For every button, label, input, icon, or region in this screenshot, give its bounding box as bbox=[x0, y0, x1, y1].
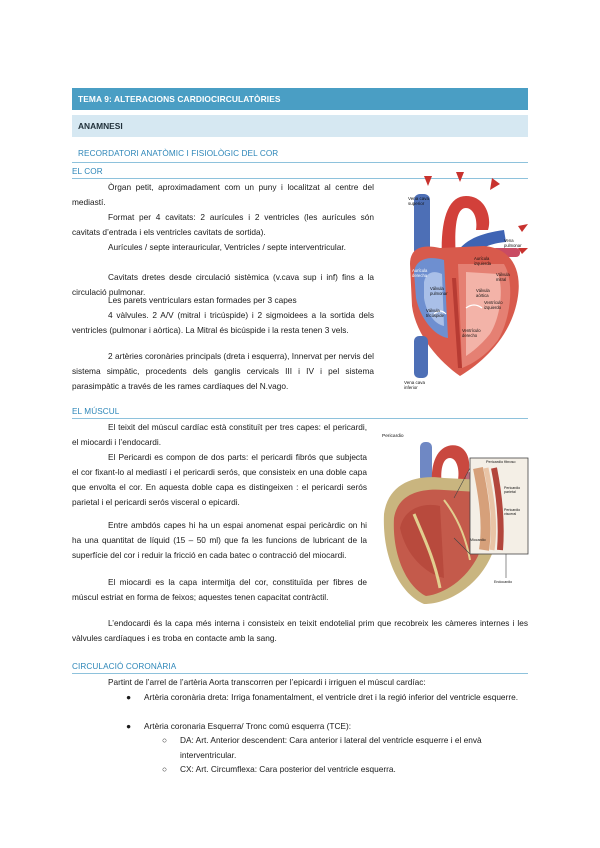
label-vena-cava-inferior: Vena cava inferior bbox=[404, 380, 426, 390]
cor-paragraph-4: Cavitats dretes desde circulació sistèmica (v.cava sup i inf) fins a la circulació pulmonar. bbox=[72, 272, 374, 297]
label-vena-pulmonar: Vena pulmonar bbox=[504, 238, 522, 248]
subtitle-band bbox=[72, 115, 528, 137]
label-pericardio-parietal: Pericardio parietal bbox=[504, 486, 521, 495]
label-vena-cava-superior: Vena cava superior bbox=[408, 196, 430, 206]
label-pericardio-fibroso: Pericardio fibroso bbox=[486, 460, 516, 464]
label-valvula-pulmonar: Válvula pulmonar bbox=[430, 286, 448, 296]
cor-paragraph-6: 4 vàlvules. 2 A/V (mitral i tricúspide) i 2 sigmoidees a la sortida dels ventricles (pulmonar i aòrtica). La Mitral és bicúspide i la resta tenen 3 vels. bbox=[72, 310, 374, 335]
sublist-item-text: DA: Art. Anterior descendent: Cara anterior i lateral del ventricle esquerre i el envà interventricular. bbox=[180, 735, 482, 760]
section-title: RECORDATORI ANATÒMIC I FISIOLÒGIC DEL COR bbox=[78, 149, 279, 158]
cor-paragraph-7: 2 artèries coronàries principals (dreta i esquerra), Innervat per nervis del sistema simpàtic, procedents dels ganglis cervicals III i IV i pel sistema parasimpàtic a través de les rames cardíaques del N.vago. bbox=[72, 351, 374, 391]
heart-anatomy-figure bbox=[400, 168, 530, 393]
cor-paragraph-3: Aurícules / septe interauricular, Ventricles / septe interventricular. bbox=[108, 242, 346, 252]
list-item-text: Artèria coronaria Esquerra/ Tronc comú esquerra (TCE): bbox=[144, 721, 352, 731]
sublist-item-text: CX: Art. Circumflexa: Cara posterior del ventricle esquerra. bbox=[180, 764, 396, 774]
cor-paragraph-1: Òrgan petit, aproximadament com un puny i localitzat al centre del mediastí. bbox=[72, 182, 374, 207]
list-item-text: Artèria coronària dreta: Irriga fonamentalment, el ventricle dret i la regió inferior del ventricle esquerre. bbox=[144, 692, 518, 702]
label-miocardio: Miocardio bbox=[470, 538, 486, 542]
label-arteria-pulmonar: Arteria pulmonar bbox=[456, 226, 474, 236]
circulacio-divider bbox=[72, 673, 528, 674]
label-pericardio-visceral: Pericardio visceral bbox=[504, 508, 521, 517]
heading-el-muscul: EL MÚSCUL bbox=[72, 407, 120, 416]
title-band bbox=[72, 88, 528, 110]
section-divider bbox=[72, 162, 528, 163]
muscul-paragraph-1: El teixit del múscul cardíac està constituït per tres capes: el pericardi, el miocardi i l’endocardi. bbox=[72, 422, 367, 447]
muscul-paragraph-4: El miocardi es la capa intermitja del cor, constituïda per fibres de múscul estriat en forma de feixos; aquestes tenen capacitat contràctil. bbox=[72, 577, 367, 602]
label-ventriculo-izquierdo: Ventrículo izquierdo bbox=[484, 300, 503, 310]
label-valvula-mitral: Válvula mitral bbox=[496, 272, 510, 282]
label-valvula-aortica: Válvula aórtica bbox=[476, 288, 490, 298]
muscul-paragraph-2: El Pericardi es compon de dos parts: el pericardi fibrós que subjecta el cor fixant-lo al mediastí i el pericardi serós, que consisteix en una doble capa que envolta el cor. En aquesta doble capa es distingeixen : el pericardi serós parietal i el pericardi serós visceral o epicardi. bbox=[72, 452, 367, 507]
muscul-paragraph-3: Entre ambdós capes hi ha un espai anomenat espai pericàrdic on hi ha una quantitat de líquid (15 – 50 ml) que fa les funcions de lubricant de la superfície del cor i reduir la fricció en cada batec o contracció del miocardi. bbox=[72, 520, 367, 560]
cor-paragraph-2: Format per 4 cavitats: 2 aurícules i 2 ventricles (les aurícules són cavitats d’entrada i els ventricles cavitats de sortida). bbox=[72, 212, 374, 237]
bullet-marker: ● bbox=[126, 692, 132, 702]
label-auricula-derecha: Aurícula derecha bbox=[412, 268, 428, 278]
circulacio-intro: Partint de l’arrel de l’artèria Aorta transcorren per l’epicardi i irriguen el múscul cardíac: bbox=[108, 677, 426, 687]
sub-bullet-marker: ○ bbox=[162, 735, 168, 745]
heading-el-cor: EL COR bbox=[72, 167, 103, 176]
page-subtitle: ANAMNESI bbox=[78, 121, 123, 131]
label-ventriculo-derecho: Ventrículo derecho bbox=[462, 328, 481, 338]
label-aorta: Aorta bbox=[458, 212, 469, 217]
sublist-item-da bbox=[162, 733, 528, 762]
sub-bullet-marker: ○ bbox=[162, 764, 168, 774]
heading-circulacio-coronaria: CIRCULACIÓ CORONÀRIA bbox=[72, 662, 177, 671]
label-pericardio: Pericardio bbox=[382, 434, 404, 439]
cor-paragraph-5: Les parets ventriculars estan formades per 3 capes bbox=[108, 295, 297, 305]
list-item-coronaria-dreta bbox=[126, 690, 528, 705]
label-auricula-izquierda: Aurícula izquierda bbox=[474, 256, 491, 266]
label-endocardio: Endocardio bbox=[494, 580, 513, 584]
pericardium-figure bbox=[374, 428, 530, 610]
el-muscul-divider bbox=[72, 418, 528, 419]
sublist-item-cx bbox=[162, 762, 528, 777]
list-item-coronaria-esquerra bbox=[126, 719, 528, 734]
label-valvula-tricuspide: Válvula tricúspide bbox=[426, 308, 444, 318]
page-title: TEMA 9: ALTERACIONS CARDIOCIRCULATÒRIES bbox=[78, 94, 281, 104]
muscul-paragraph-5: L’endocardi és la capa més interna i consisteix en teixit endotelial prim que recobreix les càmeres internes i les vàlvules cardíaques i es troba en contacte amb la sang. bbox=[72, 618, 528, 643]
bullet-marker: ● bbox=[126, 721, 132, 731]
